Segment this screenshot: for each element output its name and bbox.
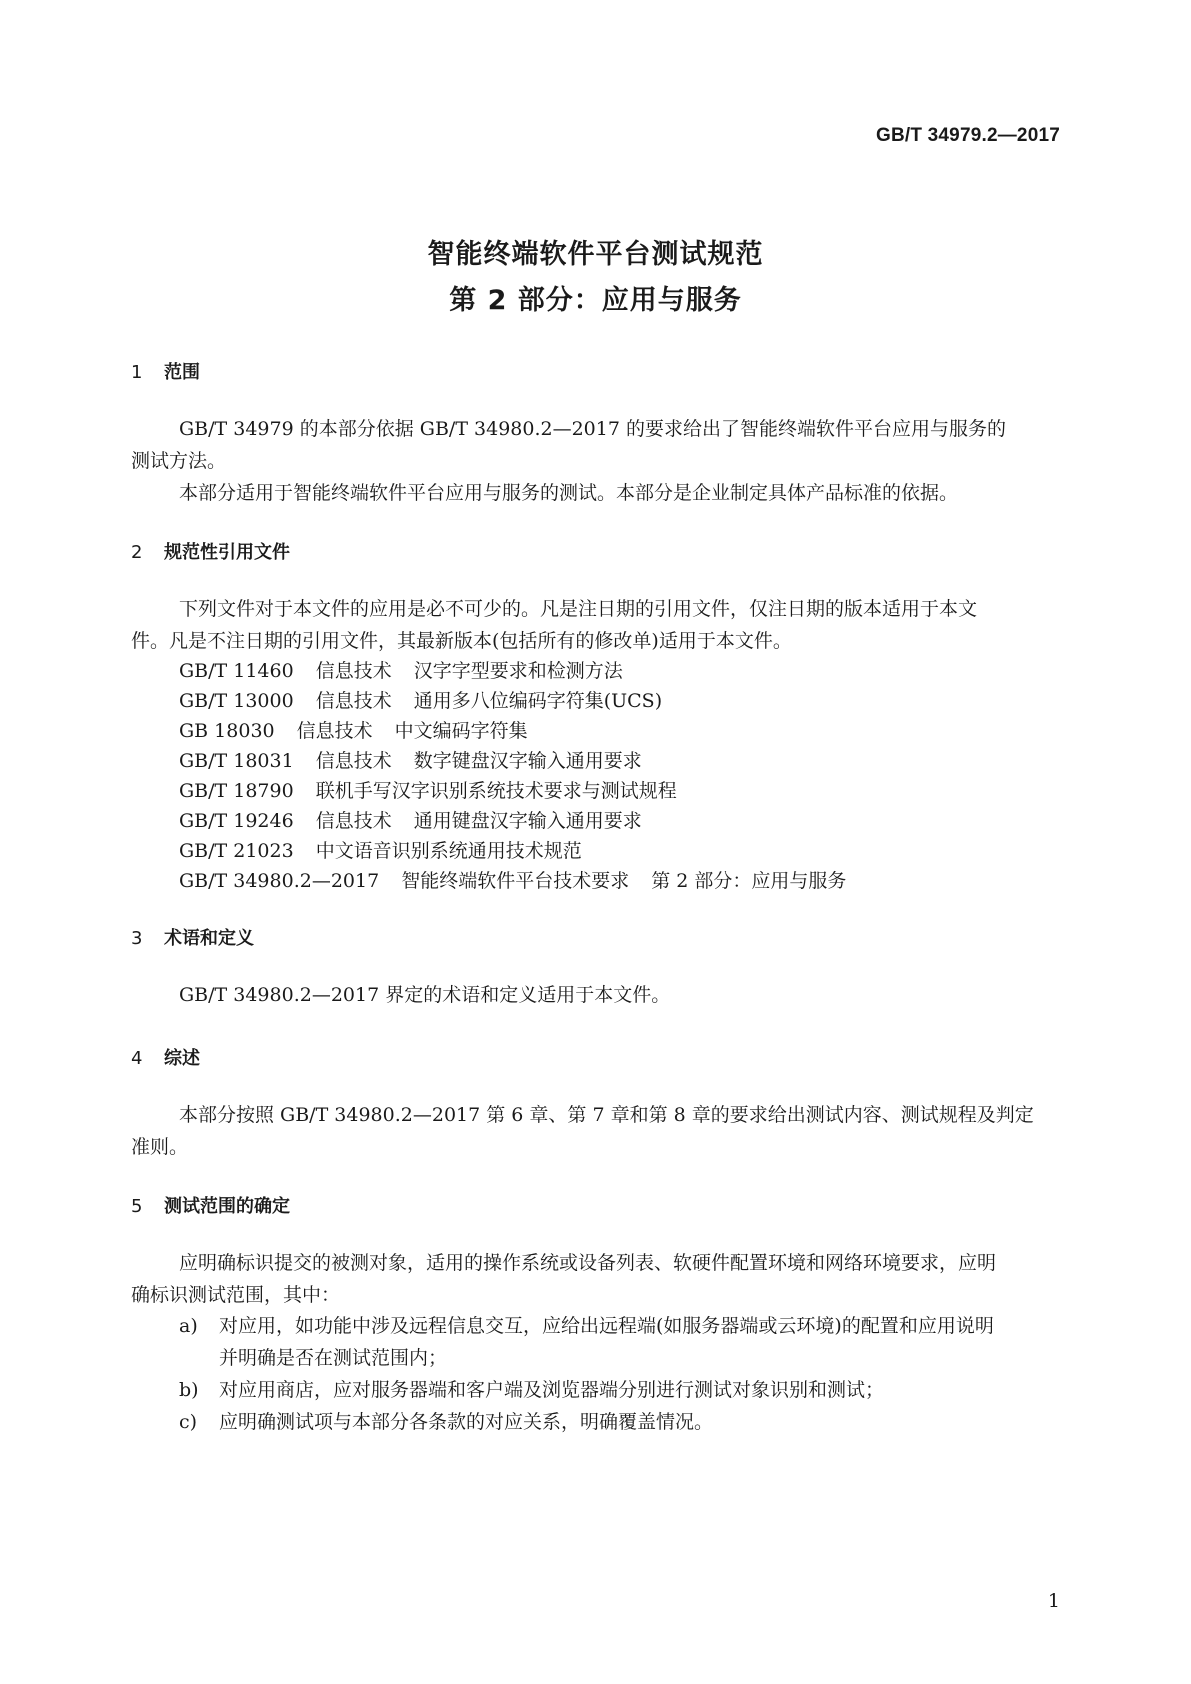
- reference-code: GB/T 18790: [179, 780, 294, 802]
- list-marker: b): [179, 1379, 199, 1401]
- paragraph-line: 本部分适用于智能终端软件平台应用与服务的测试。本部分是企业制定具体产品标准的依据。: [179, 482, 959, 504]
- list-item-text: 对应用商店，应对服务器端和客户端及浏览器端分别进行测试对象识别和测试；: [219, 1379, 885, 1401]
- reference-item: [179, 866, 846, 893]
- reference-subtitle: 汉字字型要求和检测方法: [413, 660, 623, 682]
- document-subtitle: 第 2 部分：应用与服务: [449, 285, 742, 316]
- paragraph-line: 准则。: [131, 1136, 189, 1158]
- section-heading-1: [131, 358, 200, 384]
- section-heading-4: [131, 1044, 200, 1070]
- reference-item: [179, 836, 604, 863]
- section-title: 术语和定义: [164, 928, 254, 949]
- reference-title: 信息技术: [315, 750, 392, 772]
- reference-item: [179, 806, 642, 833]
- reference-subtitle: 通用键盘汉字输入通用要求: [413, 810, 642, 832]
- reference-subtitle: 第 2 部分：应用与服务: [651, 870, 847, 892]
- reference-code: GB/T 13000: [179, 690, 294, 712]
- reference-code: GB/T 21023: [179, 840, 294, 862]
- reference-title: 信息技术: [296, 720, 373, 742]
- list-item: [179, 1374, 1061, 1406]
- section-title: 综述: [164, 1048, 200, 1069]
- section-heading-5: [131, 1192, 290, 1218]
- section-heading-3: [131, 924, 254, 950]
- reference-item: [179, 686, 662, 713]
- reference-code: GB/T 34980.2—2017: [179, 870, 380, 892]
- paragraph-line: 应明确标识提交的被测对象，适用的操作系统或设备列表、软硬件配置环境和网络环境要求，应明: [179, 1252, 997, 1274]
- list-marker: c): [179, 1411, 198, 1433]
- reference-subtitle: 中文编码字符集: [394, 720, 528, 742]
- reference-subtitle: 数字键盘汉字输入通用要求: [413, 750, 642, 772]
- page-number: 1: [1047, 1590, 1060, 1612]
- reference-code: GB/T 19246: [179, 810, 294, 832]
- list-item-text: 并明确是否在测试范围内；: [219, 1347, 448, 1369]
- section-number: 1: [131, 362, 143, 383]
- reference-item: [179, 656, 623, 683]
- section-number: 2: [131, 542, 143, 563]
- reference-code: GB/T 18031: [179, 750, 294, 772]
- reference-subtitle: 通用多八位编码字符集(UCS): [413, 690, 663, 712]
- reference-item: [179, 746, 642, 773]
- section-title: 规范性引用文件: [164, 542, 290, 563]
- section-title: 范围: [164, 362, 200, 383]
- reference-code: GB 18030: [179, 720, 275, 742]
- reference-title: 信息技术: [315, 660, 392, 682]
- section-number: 4: [131, 1048, 143, 1069]
- reference-title: 中文语音识别系统通用技术规范: [315, 840, 582, 862]
- reference-title: 信息技术: [315, 810, 392, 832]
- paragraph-line: GB/T 34979 的本部分依据 GB/T 34980.2—2017 的要求给出了智能终端软件平台应用与服务的: [179, 418, 1006, 440]
- section-number: 3: [131, 928, 143, 949]
- paragraph-line: 确标识测试范围，其中：: [131, 1284, 341, 1306]
- list-item: [179, 1310, 1061, 1374]
- paragraph-line: GB/T 34980.2—2017 界定的术语和定义适用于本文件。: [179, 984, 671, 1006]
- paragraph-line: 下列文件对于本文件的应用是必不可少的。凡是注日期的引用文件，仅注日期的版本适用于本文: [179, 598, 978, 620]
- document-title: 智能终端软件平台测试规范: [427, 239, 764, 270]
- section-heading-2: [131, 538, 290, 564]
- reference-title: 联机手写汉字识别系统技术要求与测试规程: [315, 780, 677, 802]
- list-marker: a): [179, 1315, 198, 1337]
- reference-code: GB/T 11460: [179, 660, 294, 682]
- paragraph-line: 本部分按照 GB/T 34980.2—2017 第 6 章、第 7 章和第 8 章的要求给出测试内容、测试规程及判定: [179, 1104, 1034, 1126]
- list-item-text: 应明确测试项与本部分各条款的对应关系，明确覆盖情况。: [219, 1411, 714, 1433]
- reference-title: 信息技术: [315, 690, 392, 712]
- paragraph-line: 件。凡是不注日期的引用文件，其最新版本(包括所有的修改单)适用于本文件。: [131, 630, 792, 652]
- list-item: [179, 1406, 1061, 1438]
- list-item-text: 对应用，如功能中涉及远程信息交互，应给出远程端(如服务器端或云环境)的配置和应用说明: [219, 1315, 994, 1337]
- section-title: 测试范围的确定: [164, 1196, 290, 1217]
- reference-item: [179, 716, 528, 743]
- document-code: GB/T 34979.2—2017: [875, 125, 1060, 146]
- reference-item: [179, 776, 699, 803]
- paragraph-line: 测试方法。: [131, 450, 227, 472]
- section-number: 5: [131, 1196, 143, 1217]
- reference-title: 智能终端软件平台技术要求: [401, 870, 630, 892]
